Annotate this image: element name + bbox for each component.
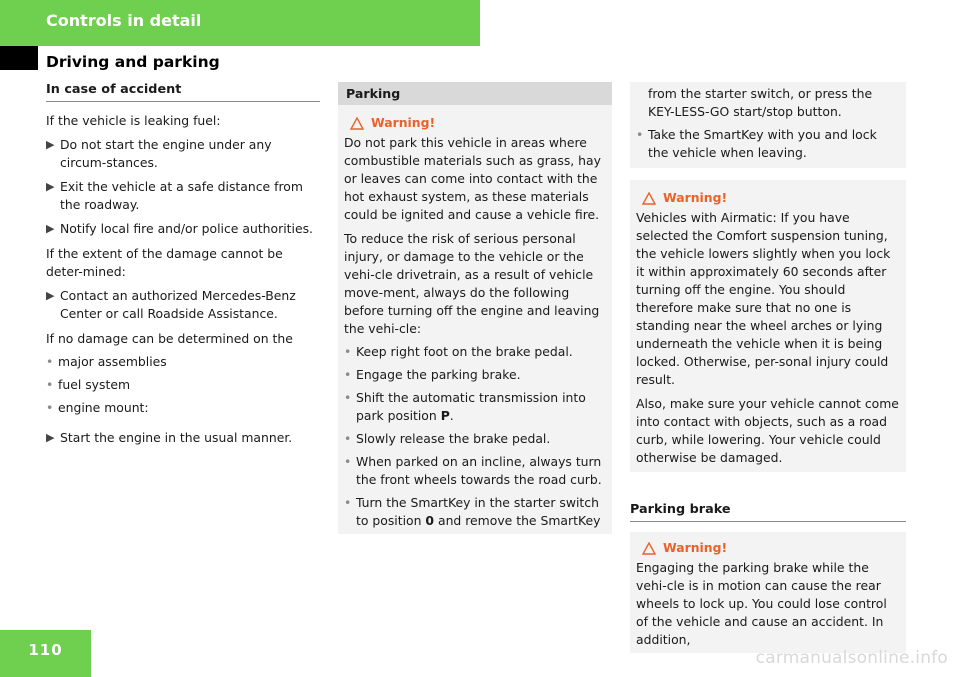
warning-text: Engaging the parking brake while the vehi-cle is in motion can cause the rear wheels to lock up. You could lose control of the vehicle and cause an accident. In addition,: [636, 560, 887, 647]
no-damage-intro: If no damage can be determined on the: [46, 331, 293, 346]
warning-triangle-icon: [350, 117, 364, 130]
bullet-icon: •: [344, 344, 352, 359]
warning-triangle-icon: [642, 542, 656, 555]
warning-triangle-icon: [642, 192, 656, 205]
warning-text-2: Also, make sure your vehicle cannot come into contact with objects, such as a road curb, while lowering. Your vehicle could otherwise be damaged.: [636, 396, 899, 465]
bullet-icon: •: [46, 377, 54, 392]
warning-label: Warning!: [371, 115, 436, 130]
arrow-icon: ▶: [46, 180, 55, 193]
parking-brake-warning-box: [630, 532, 906, 653]
column-parking: [338, 82, 612, 534]
list-item: • Turn the SmartKey in the starter switch to position 0 and remove the SmartKey: [344, 495, 601, 528]
page-number: 110: [28, 641, 63, 659]
accident-heading: In case of accident: [46, 82, 320, 102]
list-item: • Take the SmartKey with you and lock the vehicle when leaving.: [636, 127, 877, 160]
arrow-icon: ▶: [46, 289, 55, 302]
damage-intro: If the extent of the damage cannot be deter-mined:: [46, 246, 283, 279]
arrow-icon: ▶: [46, 138, 55, 151]
list-item: ▶ Start the engine in the usual manner.: [46, 430, 293, 445]
section-tab: [0, 46, 38, 70]
list-item: • major assemblies: [46, 354, 167, 369]
warning-header: [636, 189, 900, 207]
bullet-icon: •: [46, 400, 54, 415]
list-item: ▶ Contact an authorized Mercedes-Benz Center or call Roadside Assistance.: [46, 288, 296, 321]
section-title: Driving and parking: [46, 53, 220, 71]
list-item: ▶ Exit the vehicle at a safe distance from the roadway.: [46, 179, 303, 212]
airmatic-warning-box: [630, 180, 906, 472]
bullet-icon: •: [344, 454, 352, 469]
bullet-icon: •: [636, 127, 644, 142]
reduce-risk-text: To reduce the risk of serious personal injury, or damage to the vehicle or the vehi-cle drivetrain, as a result of vehicle move-ment, always do the following before turning off the engine and leaving the vehi-cle:: [344, 231, 600, 336]
warning-header: [636, 539, 900, 557]
parking-brake-heading: Parking brake: [630, 502, 906, 522]
continued-text: from the starter switch, or press the KEY-LESS-GO start/stop button.: [648, 86, 873, 119]
column-accident: [46, 82, 320, 447]
column-parking-continued: [630, 82, 906, 653]
list-item: • Slowly release the brake pedal.: [344, 431, 551, 446]
list-item: • fuel system: [46, 377, 131, 392]
warning-text: Do not park this vehicle in areas where combustible materials such as grass, hay or leaves can come into contact with the hot exhaust system, as these materials could be ignited and cause a vehicle fire.: [344, 135, 601, 222]
parking-warning-box: [338, 105, 612, 534]
chapter-title: Controls in detail: [46, 11, 202, 30]
warning-text: Vehicles with Airmatic: If you have selected the Comfort suspension tuning, the vehicle lowers slightly when you lock it within approximately 60 seconds after turning off the engine. You should therefore make sure that no one is standing near the wheel arches or lying underneath the vehicle when it is being locked. Otherwise, per-sonal injury could result.: [636, 210, 891, 387]
fuel-intro: If the vehicle is leaking fuel:: [46, 113, 221, 128]
arrow-icon: ▶: [46, 431, 55, 444]
list-item: ▶ Do not start the engine under any circum-stances.: [46, 137, 272, 170]
arrow-icon: ▶: [46, 222, 55, 235]
list-item: • Shift the automatic transmission into park position P.: [344, 390, 586, 423]
warning-header: [344, 114, 606, 132]
bullet-icon: •: [46, 354, 54, 369]
list-item: • When parked on an incline, always turn the front wheels towards the road curb.: [344, 454, 602, 487]
bullet-icon: •: [344, 367, 352, 382]
bullet-icon: •: [344, 390, 352, 405]
bullet-icon: •: [344, 431, 352, 446]
list-item: ▶ Notify local fire and/or police authorities.: [46, 221, 313, 236]
watermark: carmanualsonline.info: [755, 648, 948, 668]
list-item: • Engage the parking brake.: [344, 367, 521, 382]
continued-box: [630, 82, 906, 168]
parking-heading: Parking: [338, 82, 612, 105]
warning-label: Warning!: [663, 540, 728, 555]
list-item: • engine mount:: [46, 400, 149, 415]
list-item: • Keep right foot on the brake pedal.: [344, 344, 573, 359]
warning-label: Warning!: [663, 190, 728, 205]
bullet-icon: •: [344, 495, 352, 510]
